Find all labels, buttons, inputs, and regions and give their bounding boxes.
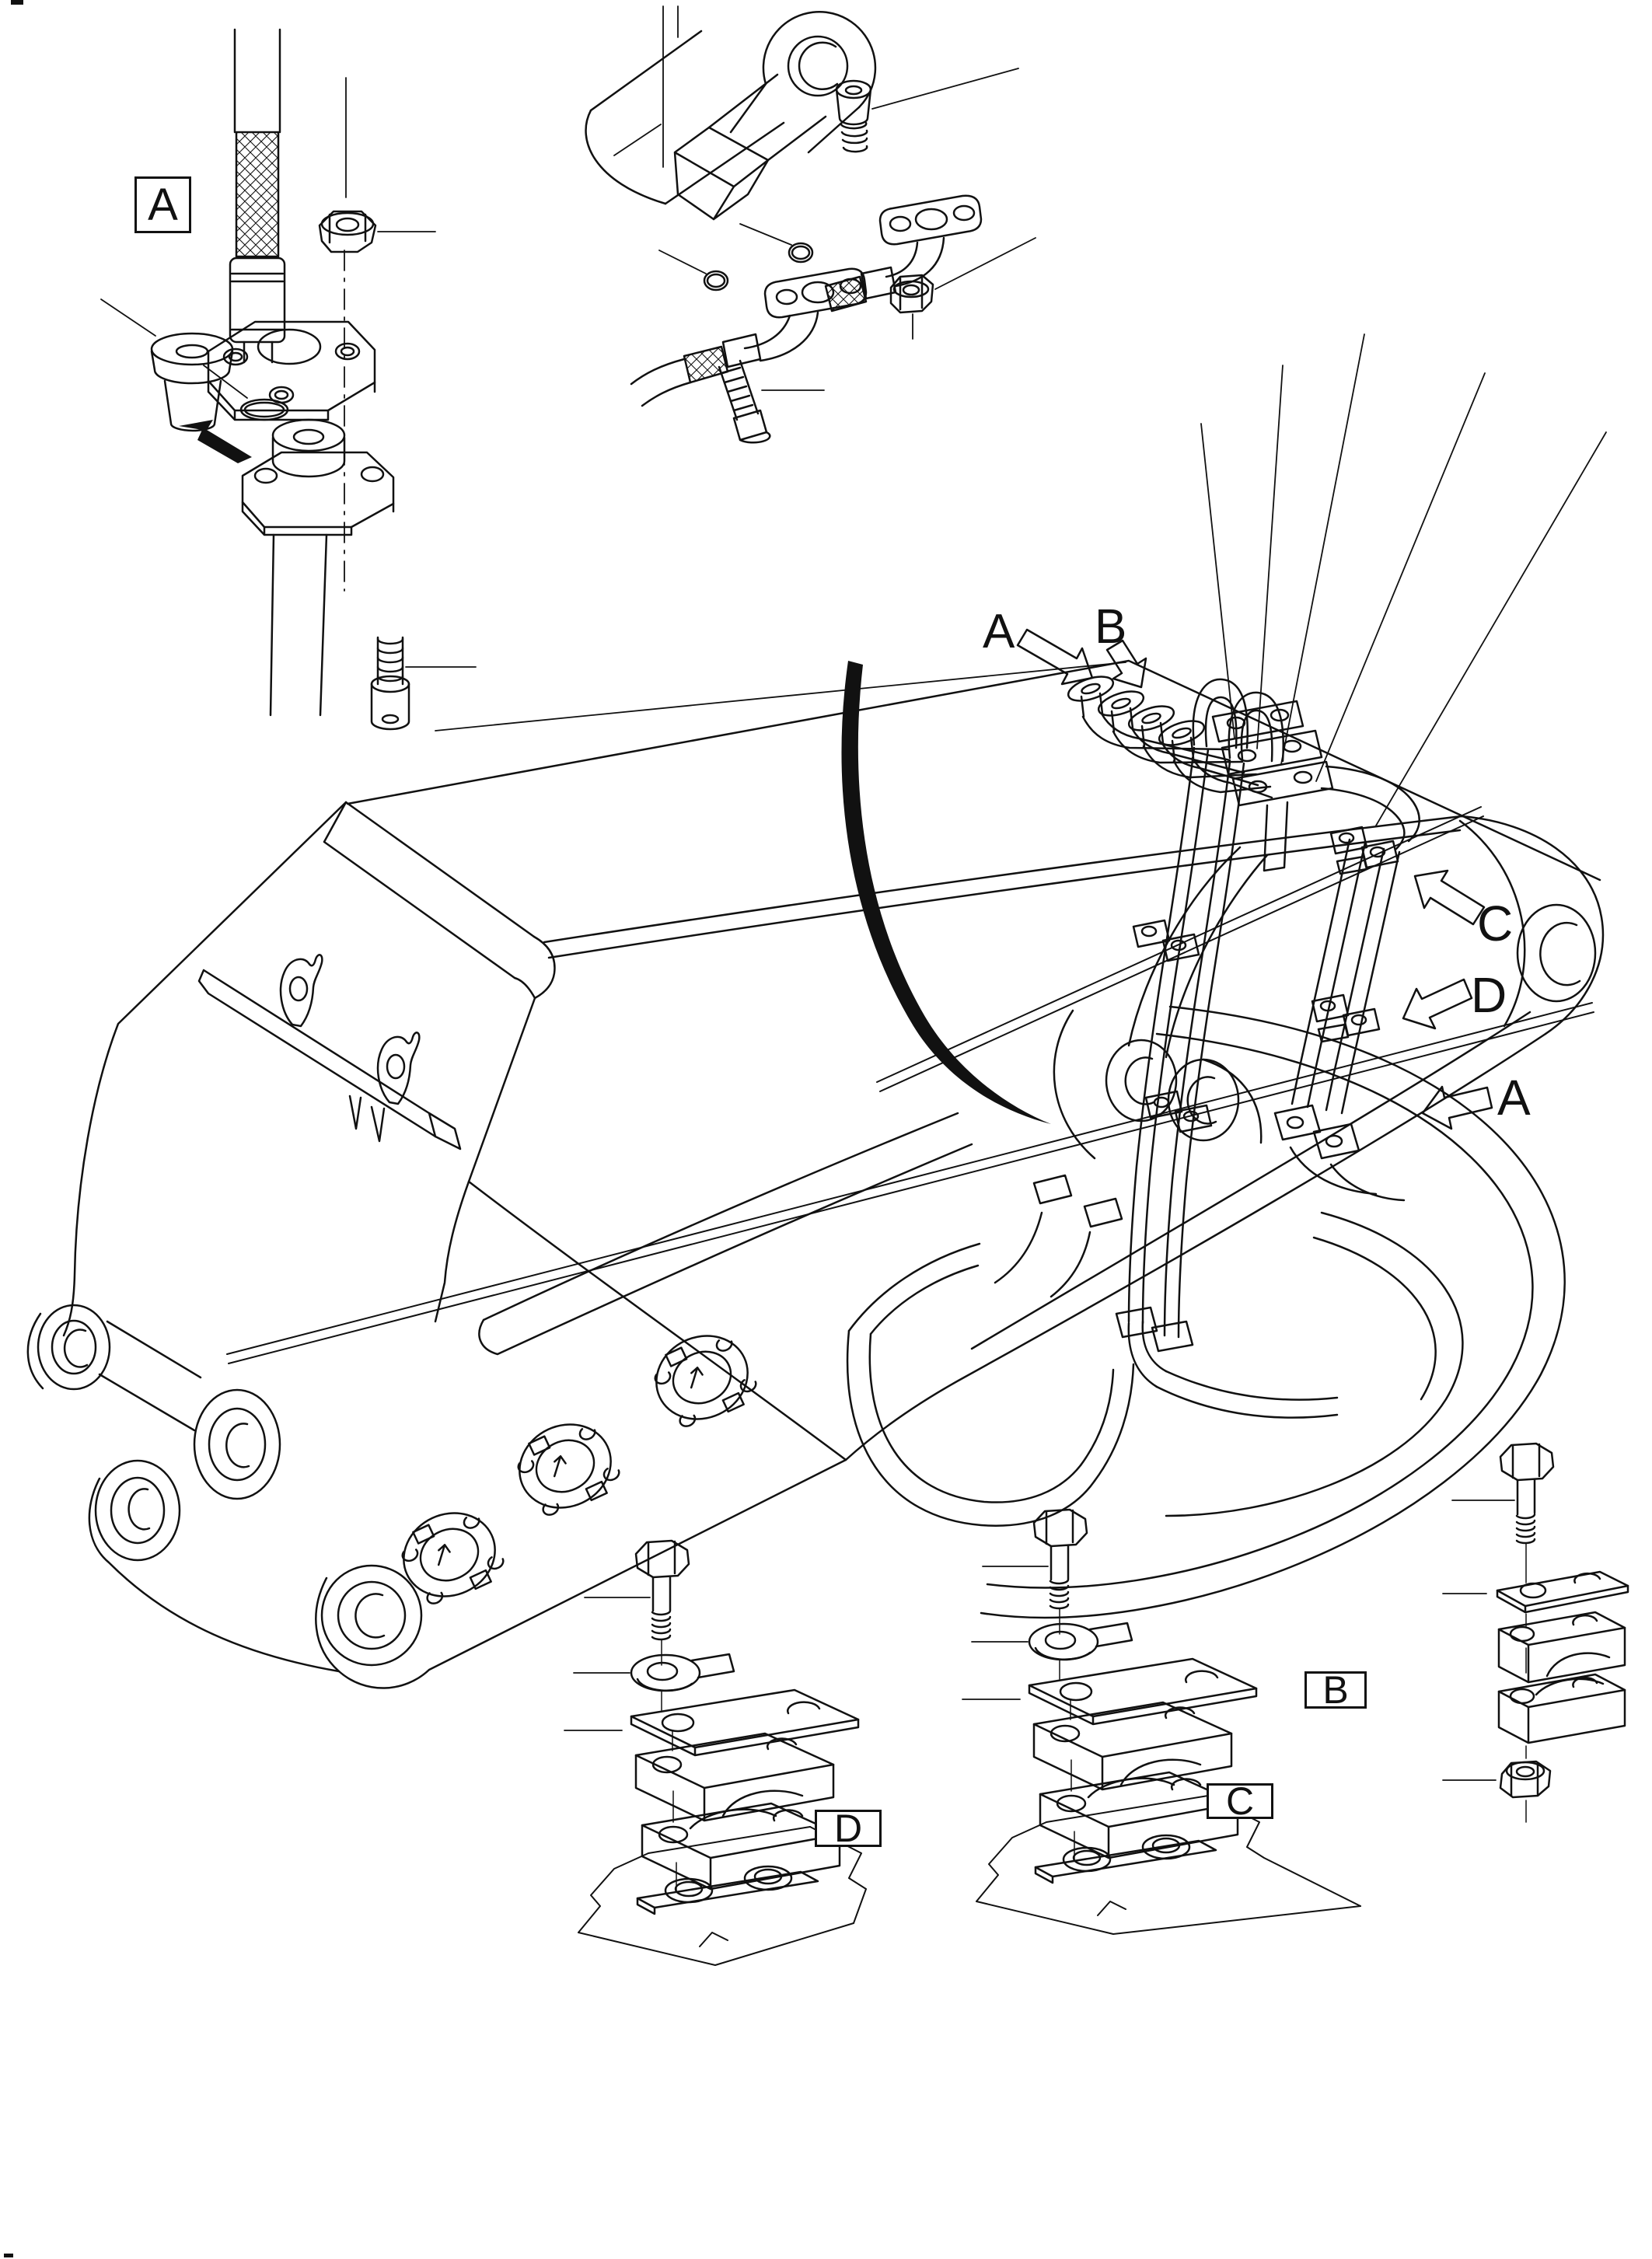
- registration-marks: [4, 0, 23, 2257]
- arrow-a-top-icon: [1018, 630, 1092, 684]
- bottom-flanges: [390, 1322, 763, 1613]
- detail-a-label-box: A: [134, 176, 191, 233]
- callout-c-label: C: [1477, 896, 1514, 951]
- cylinder-head-detail-view: [586, 6, 1036, 442]
- callout-a-right-label: A: [1497, 1070, 1531, 1126]
- boom-structure: [28, 661, 1603, 1688]
- callout-d-label: D: [1471, 967, 1507, 1023]
- arrow-a-right-icon: [1423, 1087, 1492, 1129]
- swoosh-leader: [841, 661, 1051, 1124]
- arrow-c-icon: [1415, 871, 1484, 924]
- callout-b-top-label: B: [1095, 600, 1127, 654]
- hose-detail-a-view: [101, 30, 476, 729]
- clamp-assembly-c: [962, 1510, 1360, 1934]
- boom-piping: [435, 334, 1606, 1618]
- arrow-d-icon: [1403, 979, 1472, 1028]
- clamp-assembly-d: [564, 1541, 866, 1965]
- callout-a-top-label: A: [983, 605, 1015, 658]
- clamp-assembly-b: [1443, 1444, 1628, 1822]
- assembly-b-label-box: B: [1304, 1671, 1367, 1709]
- assembly-c-label-box: C: [1207, 1783, 1273, 1819]
- assembly-d-label-box: D: [815, 1810, 882, 1847]
